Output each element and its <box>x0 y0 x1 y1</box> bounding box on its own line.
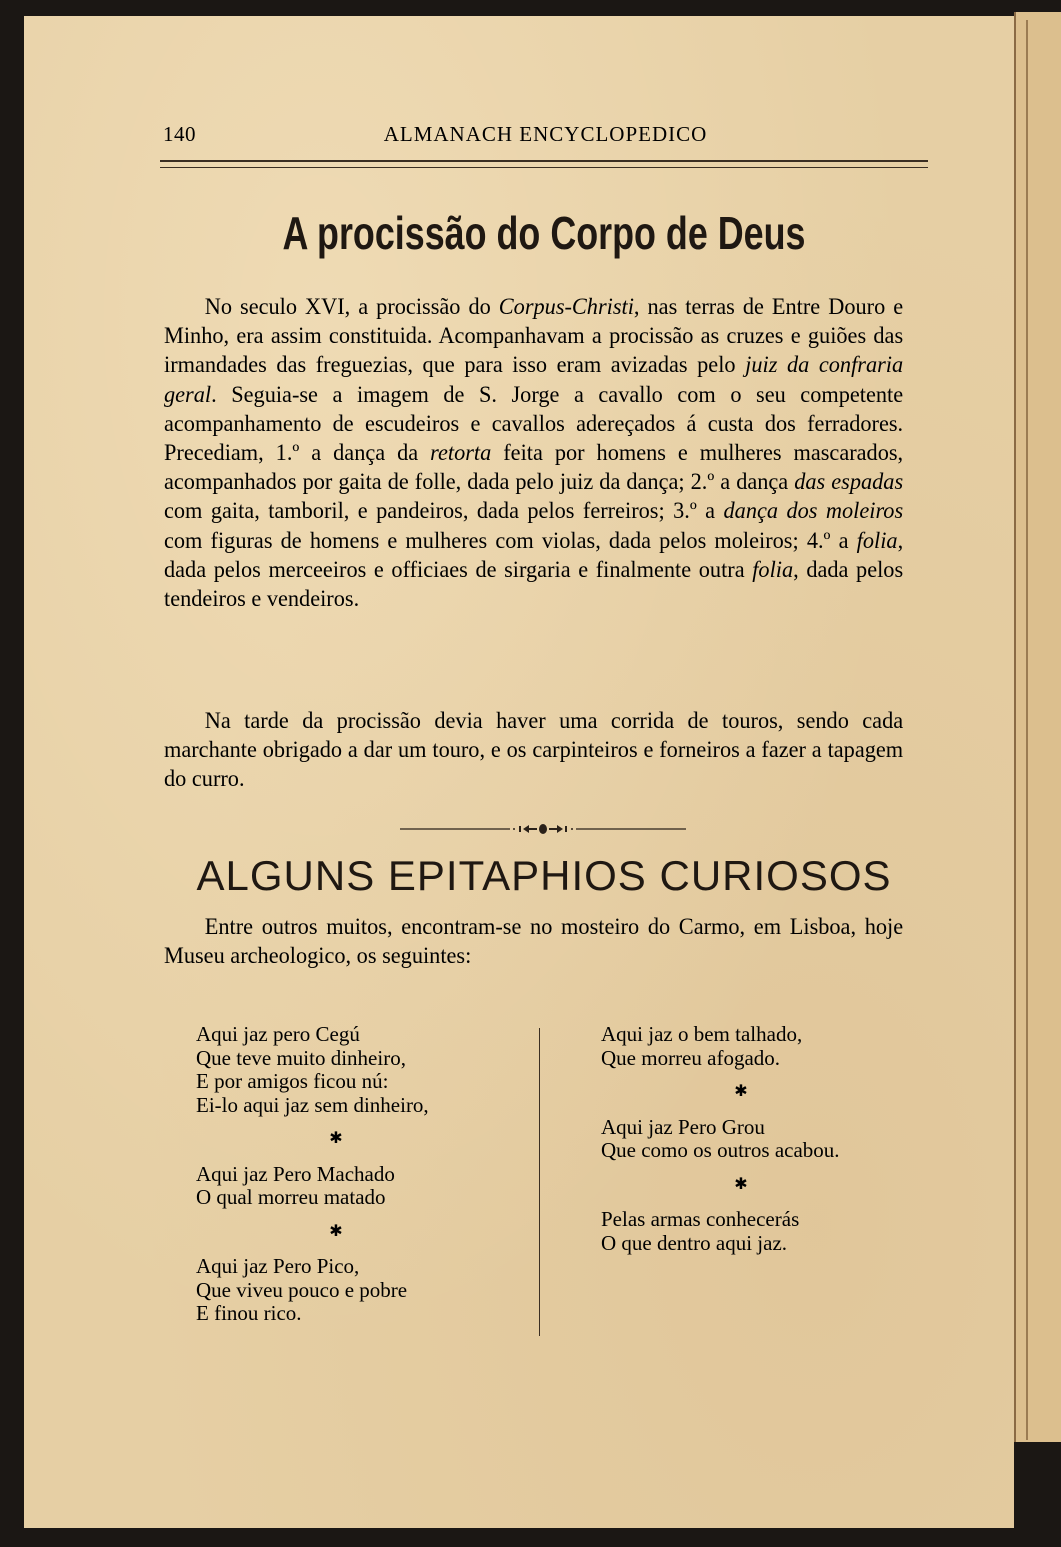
running-title: ALMANACH ENCYCLOPEDICO <box>383 122 708 146</box>
text-run: , dada pelos merceeiros e officiaes de sirgaria e finalmente outra <box>164 527 904 582</box>
article-title: A procissão do Corpo de Deus <box>282 207 806 259</box>
italic-term: juiz da confraria geral <box>164 352 904 407</box>
verse-line: Aqui jaz Pero Grou <box>601 1114 765 1139</box>
epitaph <box>601 1023 941 1070</box>
text-run: . Seguia-se a imagem de S. Jorge a cavallo com o seu competente acompanhamento de escudeiros e cavallos adereçados á custa dos ferradores. Precediam, 1.º a dança da <box>164 381 904 466</box>
asterisk-separator-icon: ✱ <box>329 1130 343 1147</box>
epitaph <box>196 1255 536 1326</box>
text-run: feita por homens e mulheres mascarados, acompanhados por gaita de folle, dada pelo juiz da dança; 2.º a dança <box>164 440 904 495</box>
article-paragraph-2 <box>164 706 903 794</box>
section-title: ALGUNS EPITAPHIOS CURIOSOS <box>196 852 892 899</box>
header-rule <box>160 160 928 168</box>
italic-term: das espadas <box>794 469 904 495</box>
epitaph <box>601 1208 941 1255</box>
verse-line: Ei-lo aqui jaz sem dinheiro, <box>196 1092 429 1117</box>
section-intro <box>164 912 903 970</box>
verse-line: O que dentro aqui jaz. <box>601 1230 788 1255</box>
italic-term: retorta <box>430 440 492 466</box>
ornament-divider-icon <box>400 822 686 836</box>
paragraph <box>164 706 903 794</box>
italic-term: folia <box>752 556 794 582</box>
page-number: 140 <box>163 122 196 146</box>
italic-term: dança dos moleiros <box>723 498 904 524</box>
epitaph <box>196 1163 536 1210</box>
text-run: , dada pelos tendeiros e vendeiros. <box>164 556 904 612</box>
verse-line: Que morreu afogado. <box>601 1045 781 1070</box>
italic-term: folia <box>856 527 898 553</box>
epitaph <box>601 1116 941 1163</box>
text-run: com gaita, tamboril, e pandeiros, dada pelos ferreiros; 3.º a <box>164 498 724 524</box>
adjacent-page-edge <box>1014 12 1061 1442</box>
asterisk-separator-icon: ✱ <box>734 1175 748 1193</box>
column-divider <box>539 1028 540 1336</box>
verse-line: Aqui jaz Pero Machado <box>196 1161 395 1186</box>
verse-line: E finou rico. <box>196 1301 302 1325</box>
verse-line: Que viveu pouco e pobre <box>196 1277 408 1302</box>
epitaphs-left-column <box>196 1023 536 1326</box>
text-run: Na tarde da procissão devia haver uma corrida de touros, sendo cada marchante obrigado a dar um touro, e os carpinteiros e forneiros a fazer a tapagem do curro. <box>164 708 904 792</box>
text-run: , nas terras de Entre Douro e Minho, era assim constituida. Acompanhavam a procissão as cruzes e guiões das irmandades das freguezias, que para isso eram avizadas pelo <box>164 294 904 378</box>
verse-line: Aqui jaz o bem talhado, <box>601 1022 803 1046</box>
verse-line: Pelas armas conhecerás <box>601 1207 800 1231</box>
article-paragraph-1 <box>164 292 903 613</box>
asterisk-separator-icon: ✱ <box>329 1222 343 1240</box>
verse-line: Que como os outros acabou. <box>601 1138 840 1162</box>
epitaphs-right-column <box>601 1023 941 1255</box>
epitaph <box>196 1023 536 1117</box>
text-run: No seculo XVI, a procissão do <box>204 294 499 319</box>
verse-line: O qual morreu matado <box>196 1185 386 1209</box>
verse-line: E por amigos ficou nú: <box>196 1069 389 1093</box>
asterisk-separator-icon: ✱ <box>734 1083 748 1100</box>
text-run: com figuras de homens e mulheres com violas, dada pelos moleiros; 4.º a <box>164 527 857 553</box>
italic-term: Corpus-Christi <box>498 294 634 319</box>
verse-line: Que teve muito dinheiro, <box>196 1045 406 1070</box>
intro-text: Entre outros muitos, encontram-se no mosteiro do Carmo, em Lisboa, hoje Museu archeologico, os seguintes: <box>164 914 904 969</box>
verse-line: Aqui jaz pero Cegú <box>196 1022 360 1046</box>
verse-line: Aqui jaz Pero Pico, <box>196 1254 360 1278</box>
paragraph <box>164 292 903 613</box>
gutter-line <box>1026 20 1028 1440</box>
